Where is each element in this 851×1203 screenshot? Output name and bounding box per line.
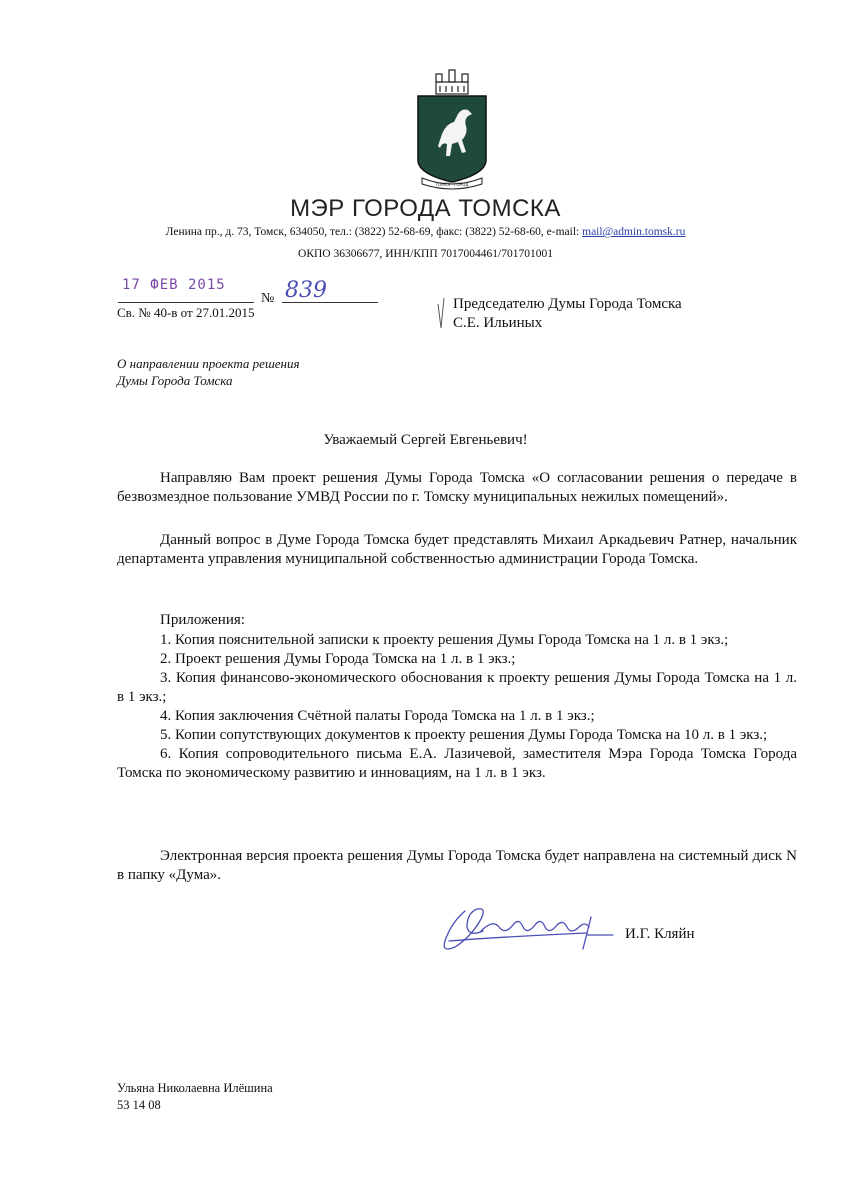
body-paragraph-2: Данный вопрос в Думе Города Томска будет представлять Михаил Аркадьевич Ратнер, начальник департамента управления муниципальной собственностью администрации Города Томска. [117, 532, 797, 567]
address-text: Ленина пр., д. 73, Томск, 634050, тел.: (3822) 52-68-69, факс: (3822) 52-68-60, e-mail: [165, 226, 583, 238]
executor-block [117, 1080, 273, 1114]
city-coat-of-arms-icon [412, 68, 492, 192]
date-underline [118, 302, 254, 303]
attachment-item: 5. Копии сопутствующих документов к проекту решения Думы Города Томска на 10 л. в 1 экз.; [160, 727, 768, 743]
final-paragraph: Электронная версия проекта решения Думы Города Томска будет направлена на системный диск N в папку «Дума». [117, 848, 797, 883]
body-paragraph-1: Направляю Вам проект решения Думы Города Томска «О согласовании решения о передаче в безвозмездное пользование УМВД России по г. Томску муниципальных нежилых помещений». [117, 470, 797, 505]
letterhead-address [0, 226, 851, 238]
attachment-item: 1. Копия пояснительной записки к проекту решения Думы Города Томска на 1 л. в 1 экз.; [160, 632, 729, 648]
subject-line-2: Думы Города Томска [117, 373, 233, 388]
number-underline [282, 302, 378, 303]
number-sign: № [261, 291, 275, 306]
recipient-name: С.Е. Ильиных [453, 315, 543, 331]
attachment-item: 2. Проект решения Думы Города Томска на 1 л. в 1 экз.; [160, 651, 516, 667]
greeting: Уважаемый Сергей Евгеньевич! [323, 432, 528, 448]
attachments-title: Приложения: [160, 612, 245, 628]
reference-line: Св. № 40-в от 27.01.2015 [117, 305, 255, 320]
recipient-block [453, 295, 682, 333]
coat-ribbon-text: ТОМСК · ГОРОД [435, 182, 469, 187]
letterhead-title: МЭР ГОРОДА ТОМСКА [290, 195, 561, 222]
recipient-position: Председателю Думы Города Томска [453, 296, 682, 312]
date-stamp: 17 ФЕВ 2015 [122, 277, 226, 293]
attachments-list [117, 631, 797, 783]
attachment-item: 4. Копия заключения Счётной палаты Города Томска на 1 л. в 1 экз.; [160, 708, 595, 724]
attachment-item: 6. Копия сопроводительного письма Е.А. Лазичевой, заместителя Мэра Города Томска Города Томска по экономическому развитию и инновациям, на 1 л. в 1 экз. [117, 746, 797, 781]
check-mark-icon [436, 296, 446, 332]
okpo-inn-line: ОКПО 36306677, ИНН/КПП 7017004461/701701001 [298, 248, 553, 260]
email-link[interactable]: mail@admin.tomsk.ru [582, 226, 686, 238]
handwritten-signature [437, 897, 617, 955]
executor-name: Ульяна Николаевна Илёшина [117, 1081, 273, 1095]
subject-line-1: О направлении проекта решения [117, 356, 300, 371]
subject-block [117, 355, 300, 389]
registration-number: 839 [285, 278, 327, 303]
signer-name: И.Г. Кляйн [625, 926, 695, 942]
attachment-item: 3. Копия финансово-экономического обоснования к проекту решения Думы Города Томска на 1 л. в 1 экз.; [117, 670, 797, 705]
executor-phone: 53 14 08 [117, 1098, 161, 1112]
